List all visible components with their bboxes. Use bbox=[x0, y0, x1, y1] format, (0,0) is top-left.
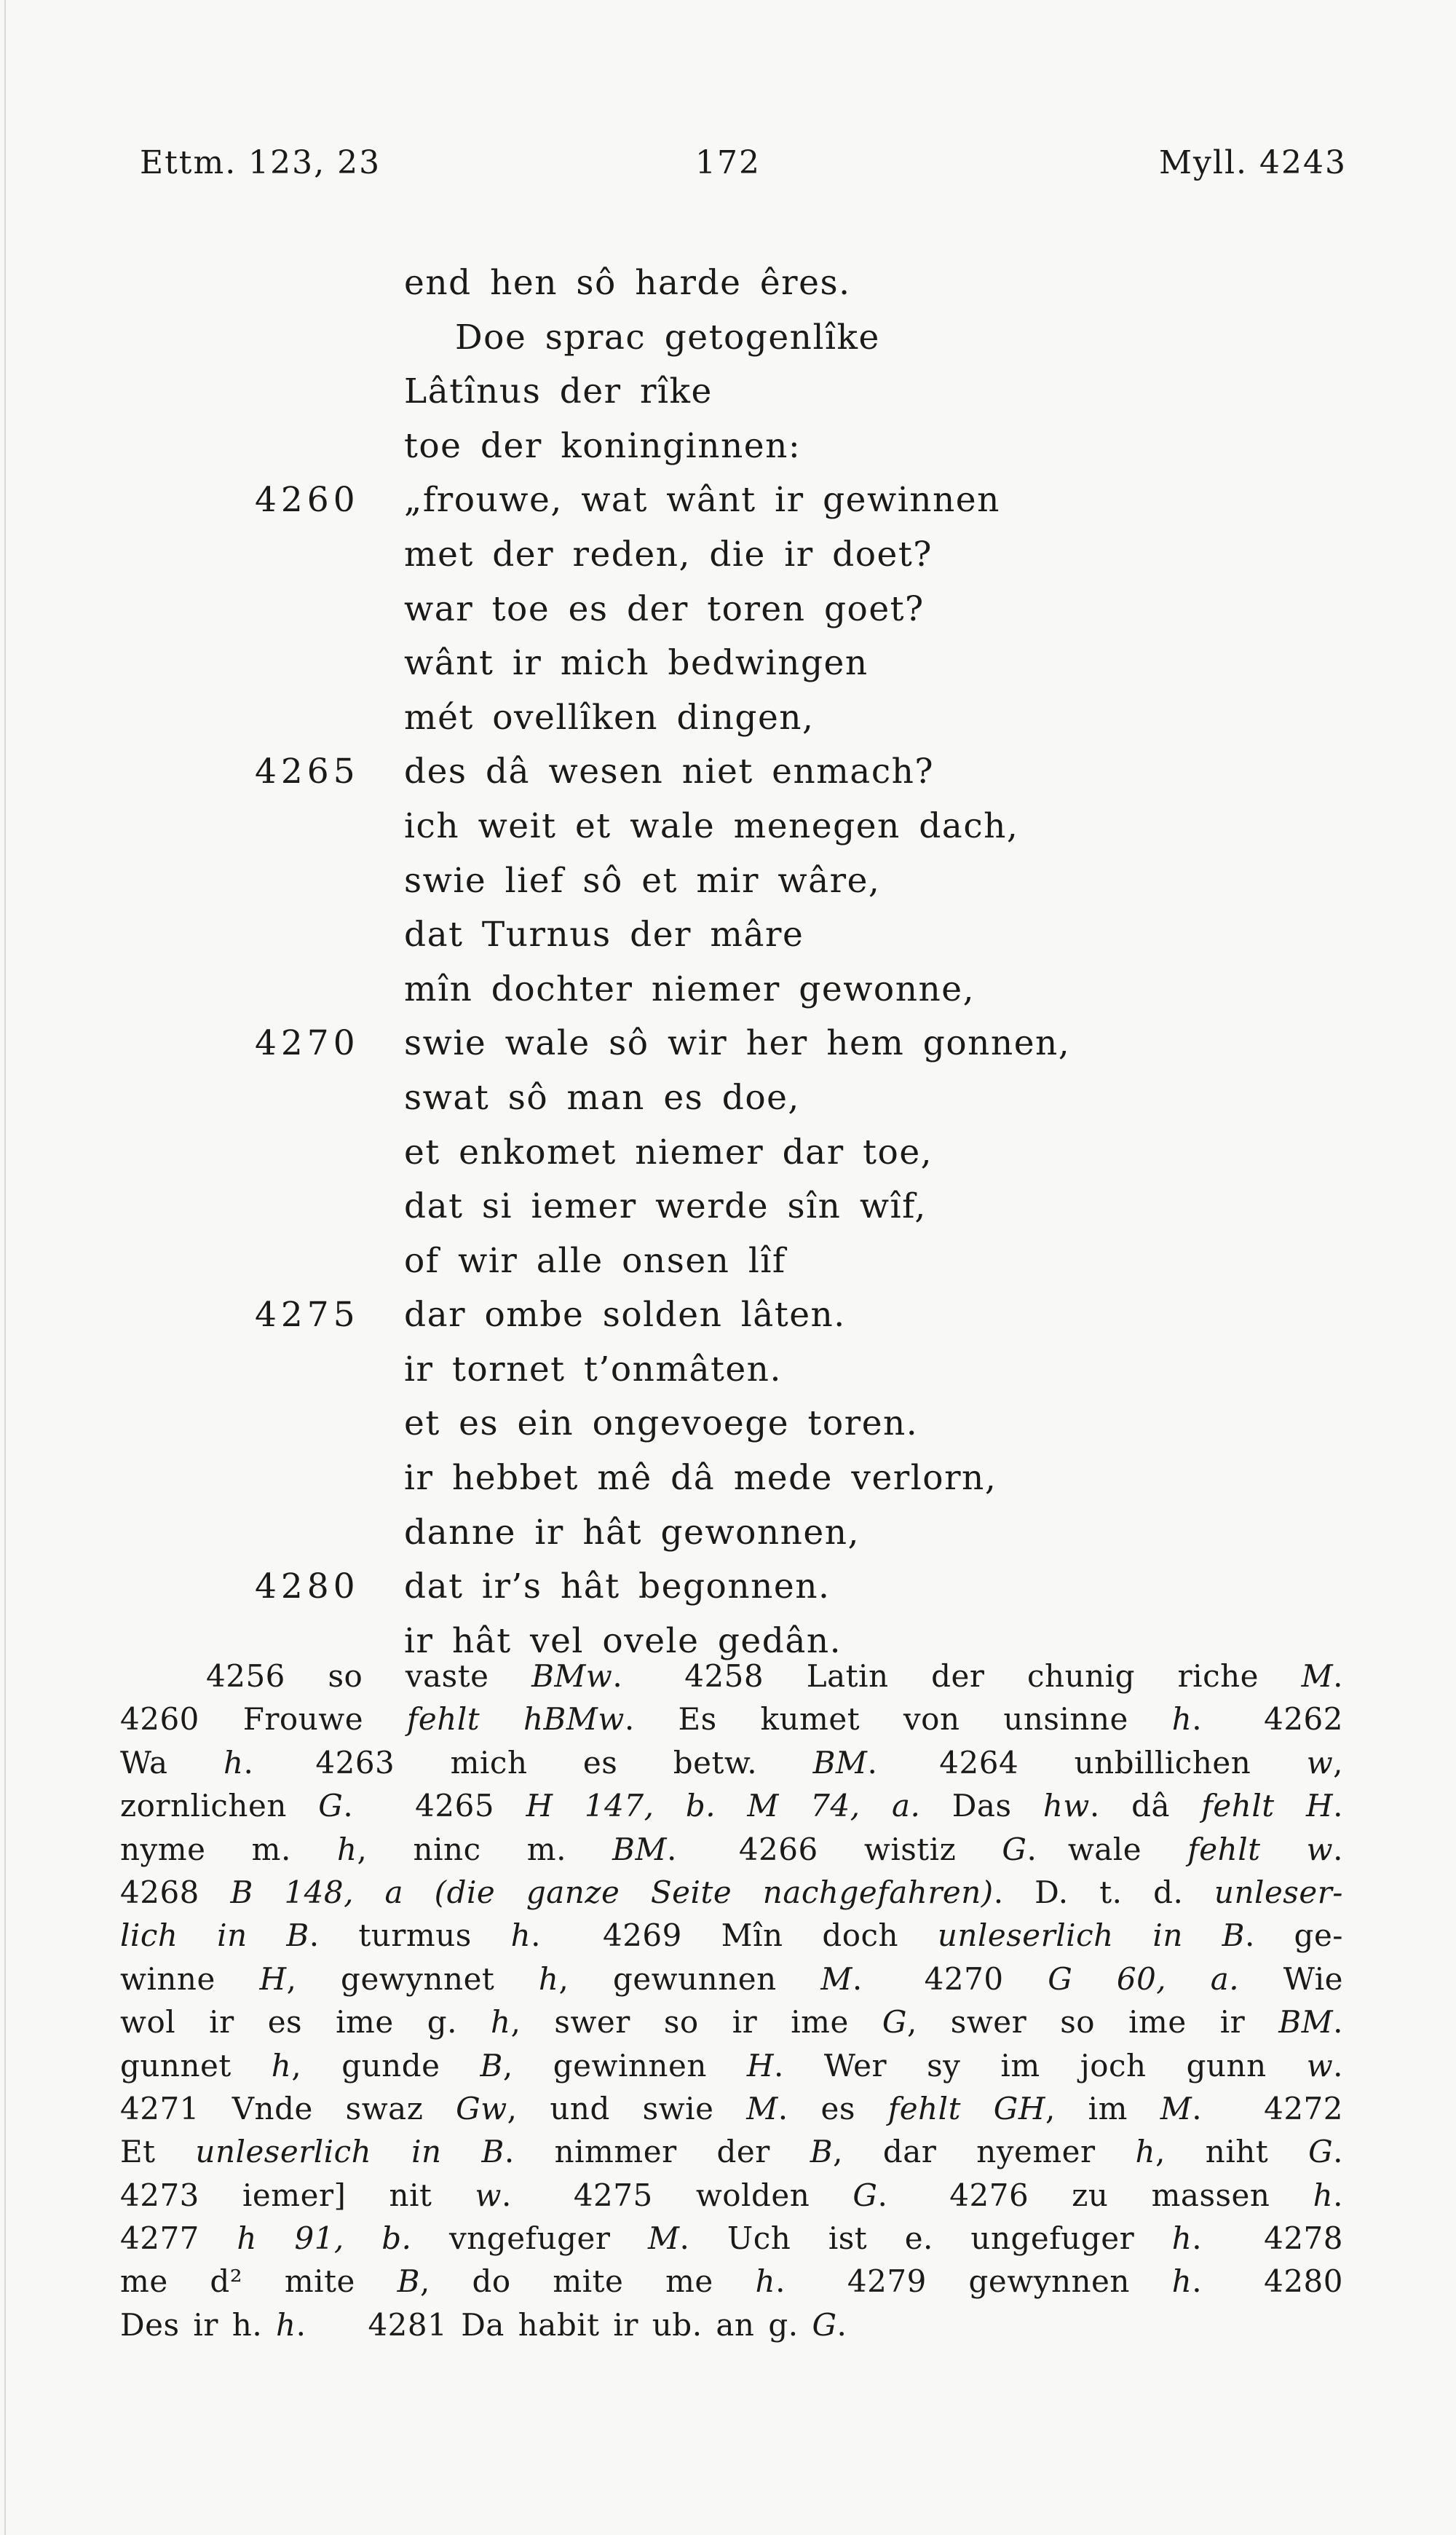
apparatus-text: gunnet bbox=[120, 2047, 272, 2083]
verse-text-block bbox=[0, 256, 1456, 1668]
verse-line-text: Doe sprac getogenlîke bbox=[455, 317, 880, 358]
apparatus-text: . 4275 wolden bbox=[501, 2177, 853, 2213]
apparatus-text: , ninc m. bbox=[357, 1831, 613, 1867]
apparatus-text: , swer so ir ime bbox=[510, 2004, 882, 2041]
apparatus-text: . bbox=[1333, 1831, 1343, 1867]
apparatus-siglum-italic: h bbox=[276, 2306, 296, 2343]
apparatus-siglum-italic: G bbox=[882, 2004, 907, 2041]
apparatus-text: . Wer sy im joch gunn bbox=[774, 2047, 1307, 2083]
apparatus-text: . bbox=[1333, 2047, 1343, 2083]
apparatus-text: . Es kumet von unsinne bbox=[624, 1701, 1172, 1738]
verse-line-number: 4260 bbox=[255, 480, 360, 521]
apparatus-text: , swer so ime ir bbox=[906, 2004, 1279, 2041]
verse-line bbox=[0, 1288, 1456, 1343]
apparatus-text: 4271 Vnde swaz bbox=[120, 2090, 456, 2126]
verse-line-text: end hen sô harde êres. bbox=[404, 263, 851, 303]
verse-line bbox=[0, 745, 1456, 800]
apparatus-text: Wa bbox=[120, 1744, 223, 1781]
verse-line-text: ir tornet t’onmâten. bbox=[404, 1349, 782, 1389]
apparatus-text: , gewynnet bbox=[286, 1960, 539, 1997]
apparatus-text: Et bbox=[120, 2134, 196, 2170]
apparatus-text: . bbox=[1333, 1788, 1344, 1824]
apparatus-text: . D. t. d. bbox=[993, 1874, 1214, 1910]
apparatus-text: , gunde bbox=[291, 2047, 480, 2083]
apparatus-siglum-italic: B bbox=[810, 2134, 834, 2170]
apparatus-siglum-italic: M bbox=[820, 1960, 852, 1997]
apparatus-siglum-italic: w bbox=[1306, 1744, 1334, 1781]
apparatus-line bbox=[120, 1871, 1343, 1914]
apparatus-text: . 4269 Mîn doch bbox=[531, 1917, 938, 1954]
apparatus-text: zornlichen bbox=[120, 1788, 319, 1824]
apparatus-line bbox=[120, 2044, 1343, 2087]
verse-line bbox=[0, 365, 1456, 419]
verse-line bbox=[0, 311, 1456, 366]
apparatus-text: . 4262 bbox=[1192, 1701, 1343, 1738]
apparatus-line bbox=[120, 2260, 1343, 2303]
verse-line bbox=[0, 1234, 1456, 1289]
verse-line-text: wânt ir mich bedwingen bbox=[404, 643, 869, 684]
apparatus-siglum-italic: fehlt H bbox=[1201, 1788, 1334, 1824]
apparatus-line bbox=[120, 1958, 1343, 2000]
verse-line bbox=[0, 1451, 1456, 1506]
apparatus-text: . ge- bbox=[1244, 1917, 1343, 1954]
apparatus-text: me d² mite bbox=[120, 2263, 397, 2300]
apparatus-siglum-italic: H bbox=[746, 2047, 775, 2083]
verse-line bbox=[0, 473, 1456, 528]
verse-line-text: des dâ wesen niet enmach? bbox=[404, 752, 935, 792]
apparatus-siglum-italic: h bbox=[1135, 2134, 1156, 2170]
apparatus-siglum-italic: G bbox=[852, 2177, 878, 2213]
verse-line-text: dat Turnus der mâre bbox=[404, 915, 804, 955]
apparatus-text: winne bbox=[120, 1960, 260, 1997]
apparatus-siglum-italic: w bbox=[1306, 2047, 1334, 2083]
verse-line-text: met der reden, die ir doet? bbox=[404, 534, 933, 575]
apparatus-text: . nimmer der bbox=[504, 2134, 810, 2170]
apparatus-siglum-italic: h bbox=[271, 2047, 292, 2083]
apparatus-siglum-italic: H 147, b. M 74, a. bbox=[526, 1788, 921, 1824]
apparatus-text: , dar nyemer bbox=[833, 2134, 1136, 2170]
verse-line-text: swie wale sô wir her hem gonnen, bbox=[404, 1023, 1071, 1064]
apparatus-siglum-italic: M bbox=[1160, 2090, 1192, 2126]
apparatus-text: Wie bbox=[1239, 1960, 1343, 1997]
apparatus-siglum-italic: M bbox=[1301, 1658, 1334, 1694]
verse-line-text: ich weit et wale menegen dach, bbox=[404, 805, 1019, 846]
verse-line-text: et enkomet niemer dar toe, bbox=[404, 1132, 933, 1172]
apparatus-siglum-italic: lich in B bbox=[120, 1917, 309, 1954]
apparatus-siglum-italic: h bbox=[538, 1960, 559, 1997]
apparatus-text: . 4272 bbox=[1192, 2090, 1344, 2126]
verse-line bbox=[0, 1126, 1456, 1180]
apparatus-line bbox=[120, 1655, 1343, 1698]
apparatus-line bbox=[120, 1698, 1343, 1740]
apparatus-siglum-italic: unleser- bbox=[1214, 1874, 1343, 1910]
apparatus-line bbox=[120, 1914, 1343, 1957]
apparatus-text: . turmus bbox=[309, 1917, 511, 1954]
apparatus-line bbox=[120, 1828, 1343, 1871]
header-left-reference: Ettm. 123, 23 bbox=[140, 144, 381, 181]
verse-line-text: „frouwe, wat wânt ir gewinnen bbox=[404, 480, 1000, 521]
verse-line bbox=[0, 1071, 1456, 1126]
apparatus-text: . 4266 wistiz bbox=[666, 1831, 1002, 1867]
apparatus-text: 4273 iemer] nit bbox=[120, 2177, 475, 2213]
verse-line-text: swat sô man es doe, bbox=[404, 1077, 800, 1118]
apparatus-siglum-italic: BM bbox=[612, 1831, 667, 1867]
apparatus-text: , do mite me bbox=[419, 2263, 756, 2300]
verse-line-number: 4270 bbox=[255, 1023, 360, 1064]
verse-line-number: 4275 bbox=[255, 1295, 360, 1336]
apparatus-siglum-italic: G bbox=[1308, 2134, 1334, 2170]
apparatus-siglum-italic: fehlt w bbox=[1187, 1831, 1334, 1867]
apparatus-siglum-italic: h bbox=[336, 1831, 357, 1867]
apparatus-siglum-italic: BMw bbox=[531, 1658, 613, 1694]
verse-line-text: swie lief sô et mir wâre, bbox=[404, 860, 881, 901]
apparatus-siglum-italic: fehlt GH bbox=[887, 2090, 1045, 2126]
apparatus-siglum-italic: B bbox=[397, 2263, 420, 2300]
apparatus-siglum-italic: BM bbox=[812, 1744, 868, 1781]
apparatus-siglum-italic: H bbox=[259, 1960, 287, 1997]
apparatus-text: . bbox=[1333, 2004, 1343, 2041]
apparatus-siglum-italic: h 91, b. bbox=[237, 2220, 412, 2257]
apparatus-text: 4268 bbox=[120, 1874, 231, 1910]
apparatus-text: . bbox=[1333, 2134, 1344, 2170]
apparatus-text: , gewinnen bbox=[502, 2047, 747, 2083]
apparatus-siglum-italic: fehlt hBMw bbox=[406, 1701, 625, 1738]
verse-line bbox=[0, 1180, 1456, 1234]
verse-line bbox=[0, 1397, 1456, 1451]
apparatus-siglum-italic: h bbox=[1171, 2263, 1192, 2300]
apparatus-text: , im bbox=[1045, 2090, 1160, 2126]
apparatus-text: Des ir h. bbox=[120, 2306, 277, 2343]
apparatus-line bbox=[120, 2087, 1343, 2130]
verse-line-text: ir hât vel ovele gedân. bbox=[404, 1620, 842, 1661]
running-header bbox=[0, 144, 1456, 185]
apparatus-text: , bbox=[1333, 1744, 1343, 1781]
apparatus-text: . Uch ist e. ungefuger bbox=[679, 2220, 1172, 2257]
apparatus-siglum-italic: G bbox=[318, 1788, 344, 1824]
apparatus-text: wol ir es ime g. bbox=[120, 2004, 491, 2041]
verse-line-text: et es ein ongevoege toren. bbox=[404, 1403, 919, 1444]
apparatus-text: . 4270 bbox=[852, 1960, 1048, 1997]
page-number: 172 bbox=[695, 144, 761, 181]
verse-line-text: toe der koninginnen: bbox=[404, 425, 802, 466]
apparatus-text: 4277 bbox=[120, 2220, 237, 2257]
verse-line-number: 4265 bbox=[255, 752, 360, 792]
verse-line bbox=[0, 636, 1456, 691]
apparatus-siglum-italic: h bbox=[491, 2004, 511, 2041]
apparatus-siglum-italic: h bbox=[510, 1917, 531, 1954]
apparatus-text: . 4280 bbox=[1192, 2263, 1343, 2300]
apparatus-line bbox=[120, 1741, 1343, 1784]
apparatus-siglum-italic: unleserlich in B bbox=[195, 2134, 505, 2170]
verse-line-text: mét ovellîken dingen, bbox=[404, 697, 815, 738]
apparatus-line bbox=[120, 2174, 1343, 2217]
apparatus-text: . 4276 zu massen bbox=[877, 2177, 1313, 2213]
verse-line-text: of wir alle onsen lîf bbox=[404, 1240, 786, 1281]
apparatus-siglum-italic: B bbox=[480, 2047, 503, 2083]
apparatus-text: , niht bbox=[1155, 2134, 1309, 2170]
apparatus-text: 4256 so vaste bbox=[206, 1658, 532, 1694]
apparatus-line bbox=[120, 1784, 1343, 1827]
apparatus-text: vngefuger bbox=[411, 2220, 648, 2257]
apparatus-line bbox=[120, 2000, 1343, 2043]
apparatus-siglum-italic: w bbox=[475, 2177, 502, 2213]
apparatus-text: . 4265 bbox=[343, 1788, 526, 1824]
apparatus-siglum-italic: M bbox=[746, 2090, 778, 2126]
verse-line-text: war toe es der toren goet? bbox=[404, 588, 925, 629]
apparatus-text: . bbox=[1333, 1658, 1343, 1694]
verse-line bbox=[0, 583, 1456, 637]
verse-line bbox=[0, 419, 1456, 474]
verse-line-text: dat si iemer werde sîn wîf, bbox=[404, 1186, 927, 1227]
apparatus-text: . es bbox=[778, 2090, 888, 2126]
apparatus-siglum-italic: h bbox=[1171, 1701, 1192, 1738]
verse-line bbox=[0, 1560, 1456, 1615]
verse-line-text: danne ir hât gewonnen, bbox=[404, 1512, 860, 1553]
verse-line bbox=[0, 854, 1456, 909]
verse-line bbox=[0, 800, 1456, 854]
apparatus-siglum-italic: M bbox=[647, 2220, 680, 2257]
verse-line bbox=[0, 528, 1456, 583]
verse-line-text: dar ombe solden lâten. bbox=[404, 1295, 846, 1336]
apparatus-siglum-italic: G bbox=[812, 2306, 837, 2343]
apparatus-siglum-italic: BM bbox=[1278, 2004, 1334, 2041]
apparatus-line bbox=[120, 2303, 1343, 2346]
verse-line-text: dat ir’s hât begonnen. bbox=[404, 1566, 831, 1607]
apparatus-text: . bbox=[836, 2306, 847, 2343]
apparatus-siglum-italic: G 60, a. bbox=[1048, 1960, 1240, 1997]
header-right-reference: Myll. 4243 bbox=[1158, 144, 1347, 181]
apparatus-text: . 4279 gewynnen bbox=[775, 2263, 1172, 2300]
apparatus-siglum-italic: unleserlich in B bbox=[937, 1917, 1245, 1954]
verse-line bbox=[0, 1343, 1456, 1397]
apparatus-siglum-italic: h bbox=[755, 2263, 776, 2300]
verse-line-text: Lâtînus der rîke bbox=[404, 371, 713, 412]
apparatus-siglum-italic: hw bbox=[1042, 1788, 1090, 1824]
apparatus-text: . 4263 mich es betw. bbox=[243, 1744, 813, 1781]
apparatus-text: Das bbox=[920, 1788, 1043, 1824]
apparatus-text: 4260 Frouwe bbox=[120, 1701, 407, 1738]
apparatus-siglum-italic: h bbox=[223, 1744, 244, 1781]
apparatus-text: , gewunnen bbox=[558, 1960, 821, 1997]
verse-line bbox=[0, 908, 1456, 963]
apparatus-text: . 4258 Latin der chunig riche bbox=[612, 1658, 1302, 1694]
apparatus-text: nyme m. bbox=[120, 1831, 337, 1867]
verse-line-text: mîn dochter niemer gewonne, bbox=[404, 969, 976, 1009]
verse-line-number: 4280 bbox=[255, 1566, 360, 1607]
critical-apparatus-block bbox=[120, 1655, 1343, 2346]
verse-line bbox=[0, 691, 1456, 746]
apparatus-text: . 4281 Da habit ir ub. an g. bbox=[296, 2306, 812, 2343]
apparatus-siglum-italic: B 148, a (die ganze Seite nachgefahren) bbox=[230, 1874, 994, 1910]
verse-line bbox=[0, 963, 1456, 1017]
apparatus-line bbox=[120, 2217, 1343, 2260]
apparatus-text: , und swie bbox=[507, 2090, 747, 2126]
apparatus-text: . wale bbox=[1026, 1831, 1188, 1867]
apparatus-text: . bbox=[1333, 2177, 1343, 2213]
apparatus-siglum-italic: h bbox=[1171, 2220, 1192, 2257]
apparatus-text: . 4278 bbox=[1192, 2220, 1343, 2257]
verse-line bbox=[0, 256, 1456, 311]
verse-line-text: ir hebbet mê dâ mede verlorn, bbox=[404, 1458, 997, 1499]
verse-line bbox=[0, 1506, 1456, 1561]
apparatus-text: . 4264 unbillichen bbox=[867, 1744, 1307, 1781]
apparatus-siglum-italic: G bbox=[1002, 1831, 1027, 1867]
apparatus-siglum-italic: h bbox=[1313, 2177, 1334, 2213]
apparatus-line bbox=[120, 2130, 1343, 2173]
apparatus-siglum-italic: Gw bbox=[456, 2090, 507, 2126]
verse-line bbox=[0, 1017, 1456, 1071]
apparatus-text: . dâ bbox=[1089, 1788, 1202, 1824]
